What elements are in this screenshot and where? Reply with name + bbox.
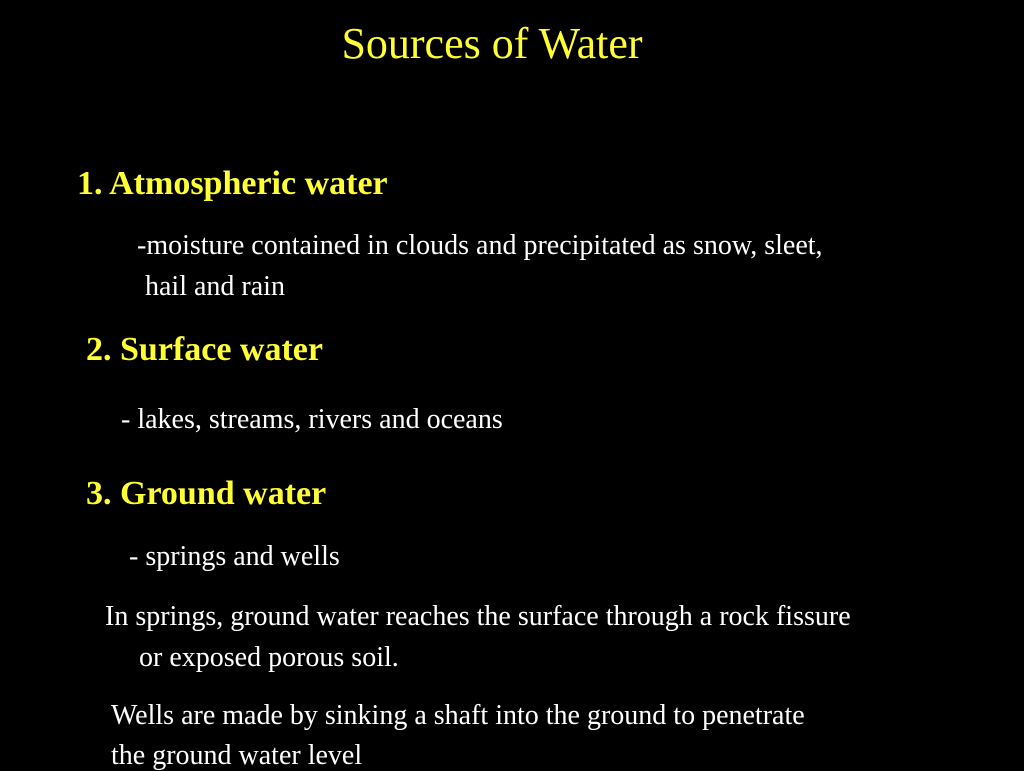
springs-paragraph-line-1: In springs, ground water reaches the surface through a rock fissure xyxy=(105,601,851,632)
atmospheric-description-line-2: hail and rain xyxy=(145,271,285,302)
section-heading-ground: 3. Ground water xyxy=(86,475,327,512)
surface-description-line-1: - lakes, streams, rivers and oceans xyxy=(121,404,503,435)
wells-paragraph-line-2: the ground water level xyxy=(111,740,363,771)
section-heading-atmospheric: 1. Atmospheric water xyxy=(77,165,388,202)
section-heading-surface: 2. Surface water xyxy=(86,331,323,368)
wells-paragraph-line-1: Wells are made by sinking a shaft into the ground to penetrate xyxy=(111,700,805,731)
atmospheric-description-line-1: -moisture contained in clouds and precipitated as snow, sleet, xyxy=(137,230,823,261)
slide-title: Sources of Water xyxy=(341,19,643,68)
ground-description-line-1: - springs and wells xyxy=(129,541,340,572)
springs-paragraph-line-2: or exposed porous soil. xyxy=(139,642,399,673)
